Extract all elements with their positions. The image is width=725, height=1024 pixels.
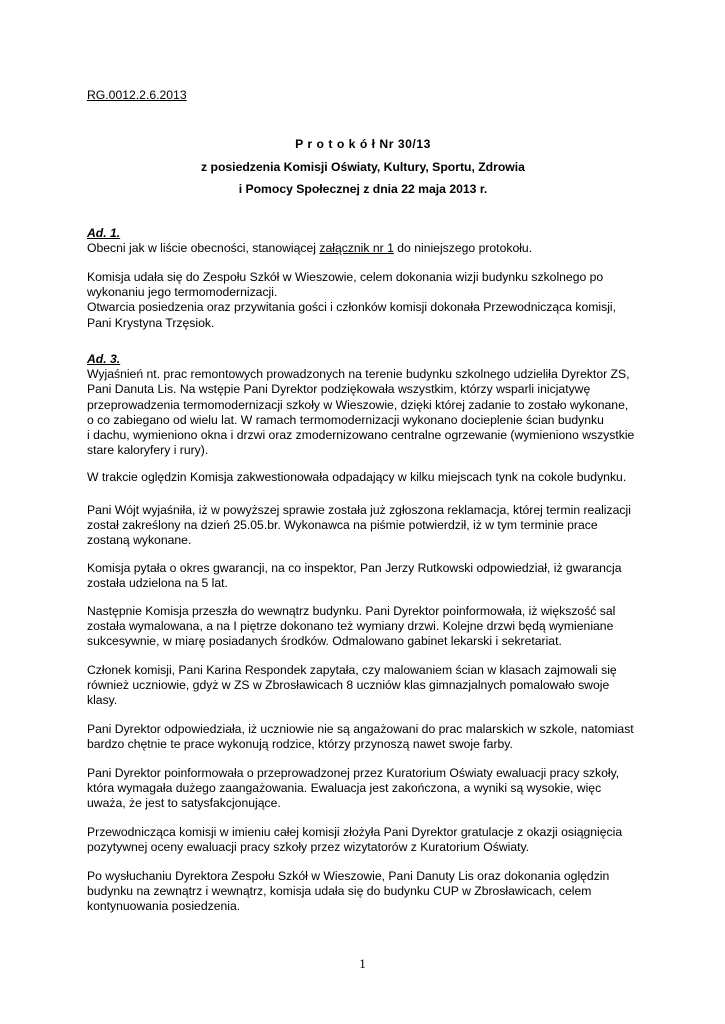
ad1-text (87, 241, 639, 256)
paragraph-line: Pani Dyrektor odpowiedziała, iż uczniowie nie są angażowani do prac malarskich w szkole, natomiast (87, 722, 634, 736)
paragraph-line: Następnie Komisja przeszła do wewnątrz budynku. Pani Dyrektor poinformowała, iż większość sal (87, 604, 616, 618)
paragraph-line: W trakcie oględzin Komisja zakwestionowała odpadający w kilku miejscach tynk na cokole budynku. (87, 470, 627, 484)
paragraph-visit (87, 270, 639, 331)
paragraph-line: zostaną wykonane. (87, 533, 192, 548)
ad1-heading: Ad. 1. (87, 226, 121, 240)
paragraph-line: Pani Danuta Lis. Na wstępie Pani Dyrektor podziękowała wszystkim, którzy wsparli inicjatywę (87, 382, 591, 397)
page-number: 1 (359, 956, 366, 971)
paragraph-line: która wymagała dużego zaangażowania. Ewaluacja jest zakończona, a wyniki są wysokie, więc (87, 781, 602, 796)
paragraph-line: Po wysłuchaniu Dyrektora Zespołu Szkół w Wieszowie, Pani Danuty Lis oraz dokonania oględzin (87, 869, 610, 883)
ad3-heading: Ad. 3. (87, 352, 121, 366)
ad3-section (87, 352, 639, 458)
paragraph-line: stare kaloryfery i rury). (87, 443, 209, 458)
paragraph-line: została wymalowana, a na I piętrze dokonano też wymiany drzwi. Kolejne drzwi będą wymieniane (87, 619, 614, 634)
paragraph-line: Członek komisji, Pani Karina Respondek zapytała, czy malowaniem ścian w klasach zajmowali się (87, 663, 617, 677)
paragraph-line: Komisja pytała o okres gwarancji, na co inspektor, Pan Jerzy Rutkowski odpowiedział, iż gwarancja (87, 561, 622, 575)
protocol-subtitle-2: i Pomocy Społecznej z dnia 22 maja 2013 r. (238, 182, 488, 196)
paragraph-line: Przewodnicząca komisji w imieniu całej komisji złożyła Pani Dyrektor gratulacje z okazji osiągnięcia (87, 825, 623, 839)
paragraph-interior (87, 604, 639, 650)
paragraph-question (87, 663, 639, 709)
paragraph-complaint (87, 503, 639, 549)
paragraph-warranty (87, 561, 639, 591)
paragraph-line: Pani Wójt wyjaśniła, iż w powyższej sprawie została już zgłoszona reklamacja, której termin realizacji (87, 503, 631, 517)
paragraph-line: sukcesywnie, w miarę posiadanych środków. Odmalowano gabinet lekarski i sekretariat. (87, 634, 562, 649)
paragraph-line: została udzielona na 5 lat. (87, 576, 228, 591)
paragraph-line: budynku na zewnątrz i wewnątrz, komisja udała się do budynku CUP w Zbrosławicach, celem (87, 884, 592, 899)
ad1-text-pre: Obecni jak w liście obecności, stanowiącej (87, 241, 320, 256)
protocol-subtitle-1: z posiedzenia Komisji Oświaty, Kultury, Sportu, Zdrowia (201, 160, 525, 174)
paragraph-line: i dachu, wymieniono okna i drzwi oraz zmodernizowano centralne ogrzewanie (wymieniono wszystkie (87, 428, 635, 443)
paragraph-closing (87, 869, 639, 915)
paragraph-congratulations (87, 825, 639, 855)
ad1-section (87, 226, 639, 256)
paragraph-line: kontynuowania posiedzenia. (87, 899, 241, 914)
paragraph-line: o co zabiegano od wielu lat. W ramach termomodernizacji wykonano docieplenie ścian budynku (87, 412, 604, 427)
attachment-reference: załącznik nr 1 (319, 241, 394, 256)
paragraph-line: przeprowadzenia termomodernizacji szkoły w Wieszowie, dzięki której zadanie to zostało wykonane, (87, 397, 629, 412)
paragraph-line: Pani Krystyna Trzęsiok. (87, 315, 215, 330)
paragraph-line: Wyjaśnień nt. prac remontowych prowadzonych na terenie budynku szkolnego udzieliła Dyrektor ZS, (87, 367, 630, 382)
paragraph-line: uważa, że jest to satysfakcjonujące. (87, 796, 281, 811)
paragraph-line: został zakreślony na dzień 25.05.br. Wykonawca na piśmie potwierdził, iż w tym terminie prace (87, 518, 598, 533)
paragraph-answer (87, 722, 639, 752)
protocol-title: P r o t o k ó ł Nr 30/13 (295, 137, 431, 151)
paragraph-line: bardzo chętnie te prace wykonują rodzice, którzy przynoszą nawet swoje farby. (87, 737, 513, 752)
paragraph-line: wykonaniu jego termomodernizacji. (87, 285, 278, 300)
paragraph-inspection (87, 470, 639, 485)
paragraph-line: również uczniowie, gdyż w ZS w Zbrosławicach 8 uczniów klas gimnazjalnych pomalowało swoje (87, 678, 610, 693)
paragraph-evaluation (87, 766, 639, 812)
ad1-text-post: do niniejszego protokołu. (393, 241, 533, 256)
paragraph-line: Otwarcia posiedzenia oraz przywitania gości i członków komisji dokonała Przewodnicząca komisji, (87, 300, 617, 315)
document-reference: RG.0012.2.6.2013 (87, 88, 187, 102)
paragraph-line: Komisja udała się do Zespołu Szkół w Wieszowie, celem dokonania wizji budynku szkolnego po (87, 270, 604, 284)
paragraph-line: Pani Dyrektor poinformowała o przeprowadzonej przez Kuratorium Oświaty ewaluacji pracy szkoły, (87, 766, 620, 780)
paragraph-line: pozytywnej oceny ewaluacji pracy szkoły przez wizytatorów z Kuratorium Oświaty. (87, 840, 530, 855)
paragraph-line: klasy. (87, 693, 118, 708)
